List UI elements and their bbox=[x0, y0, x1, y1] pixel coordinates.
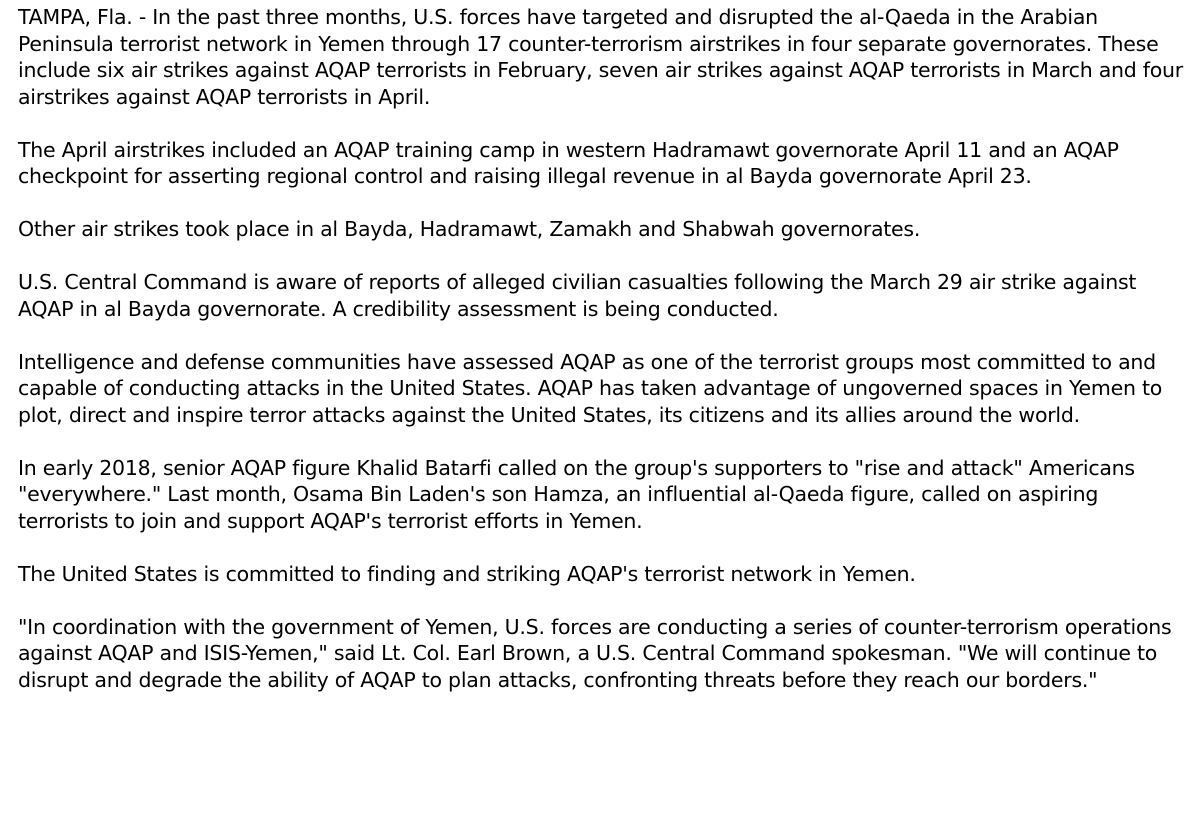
paragraph-dateline-summary: TAMPA, Fla. - In the past three months, U.S. forces have targeted and disrupted the al-Qaeda in the Arabian Peninsula terrorist network in Yemen through 17 counter-terrorism airstrikes in four separate governorates. These include six air strikes against AQAP terrorists in February, seven air strikes against AQAP terrorists in March and four airstrikes against AQAP terrorists in April. bbox=[18, 5, 1183, 109]
paragraph-other-strikes: Other air strikes took place in al Bayda, Hadramawt, Zamakh and Shabwah governorates. bbox=[18, 217, 921, 241]
paragraph-april-airstrikes: The April airstrikes included an AQAP training camp in western Hadramawt governorate April 11 and an AQAP checkpoint for asserting regional control and raising illegal revenue in al Bayda governorate April 23. bbox=[18, 137, 1119, 188]
paragraph-us-commitment: The United States is committed to finding and striking AQAP's terrorist network in Yemen. bbox=[18, 561, 916, 586]
paragraph-civilian-casualties: U.S. Central Command is aware of reports of alleged civilian casualties following the March 29 air strike against AQAP in al Bayda governorate. A credibility assessment is being conducted. bbox=[18, 270, 1137, 321]
paragraph-spokesman-quote: "In coordination with the government of Yemen, U.S. forces are conducting a series of counter-terrorism operations against AQAP and ISIS-Yemen," said Lt. Col. Earl Brown, a U.S. Central Command spokesman. "We will continue to disrupt and degrade the ability of AQAP to plan attacks, confronting threats before they reach our borders." bbox=[18, 614, 1172, 692]
paragraph-intelligence-assessment: Intelligence and defense communities have assessed AQAP as one of the terrorist groups most committed to and capable of conducting attacks in the United States. AQAP has taken advantage of ungoverned spaces in Yemen to plot, direct and inspire terror attacks against the United States, its citizens and its allies around the world. bbox=[18, 349, 1163, 427]
paragraph-batarfi-hamza: In early 2018, senior AQAP figure Khalid Batarfi called on the group's supporters to "rise and attack" Americans "everywhere." Last month, Osama Bin Laden's son Hamza, an influential al-Qaeda figure, called on aspiring terrorists to join and support AQAP's terrorist efforts in Yemen. bbox=[18, 455, 1135, 533]
